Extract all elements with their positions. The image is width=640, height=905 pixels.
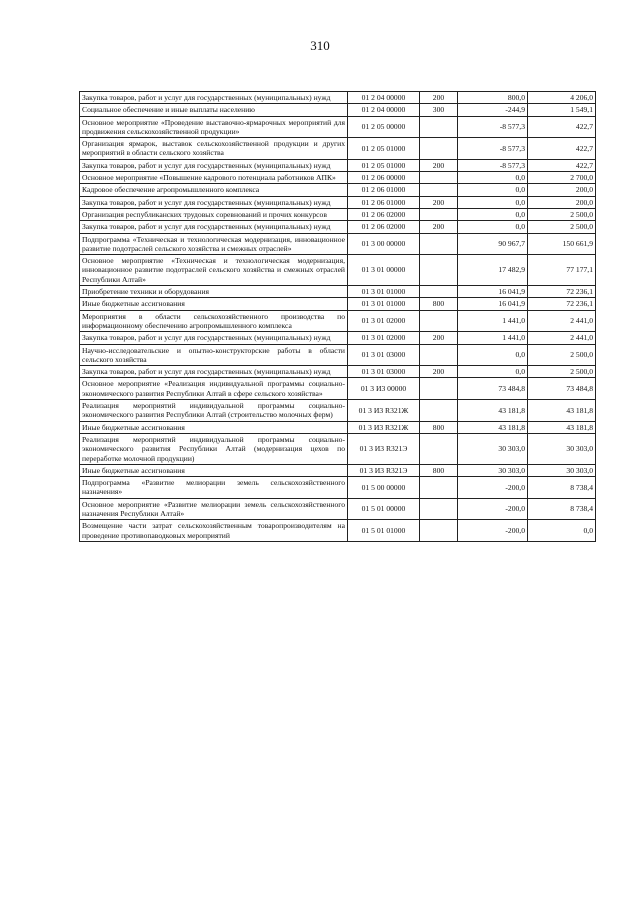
row-name-cell: Закупка товаров, работ и услуг для государственных (муниципальных) нужд bbox=[80, 221, 348, 233]
row-total-amount-cell: 2 500,0 bbox=[528, 344, 596, 366]
table-row bbox=[80, 233, 596, 255]
row-expense-type-cell: 200 bbox=[420, 332, 458, 344]
table-row bbox=[80, 184, 596, 196]
row-code-cell: 01 3 00 00000 bbox=[348, 233, 420, 255]
row-code-cell: 01 5 00 00000 bbox=[348, 477, 420, 499]
row-name-cell: Закупка товаров, работ и услуг для государственных (муниципальных) нужд bbox=[80, 196, 348, 208]
row-expense-type-cell bbox=[420, 138, 458, 160]
row-code-cell: 01 3 И3 R321Э bbox=[348, 433, 420, 464]
row-code-cell: 01 3 И3 R321Э bbox=[348, 464, 420, 476]
table-row bbox=[80, 498, 596, 520]
row-name-cell: Возмещение части затрат сельскохозяйственным товаропроизводителям на проведение противопаводковых мероприятий bbox=[80, 520, 348, 542]
table-row bbox=[80, 298, 596, 310]
row-expense-type-cell bbox=[420, 233, 458, 255]
row-change-amount-cell: 0,0 bbox=[458, 184, 528, 196]
row-code-cell: 01 2 05 00000 bbox=[348, 116, 420, 138]
row-expense-type-cell: 800 bbox=[420, 421, 458, 433]
row-change-amount-cell: 1 441,0 bbox=[458, 332, 528, 344]
row-change-amount-cell: 0,0 bbox=[458, 208, 528, 220]
row-code-cell: 01 3 01 00000 bbox=[348, 255, 420, 286]
row-change-amount-cell: 17 482,9 bbox=[458, 255, 528, 286]
row-change-amount-cell: -200,0 bbox=[458, 520, 528, 542]
row-expense-type-cell bbox=[420, 208, 458, 220]
row-change-amount-cell: -200,0 bbox=[458, 498, 528, 520]
row-name-cell: Основное мероприятие «Проведение выставочно-ярмарочных мероприятий для продвижения сельскохозяйственной продукции» bbox=[80, 116, 348, 138]
row-total-amount-cell: 2 441,0 bbox=[528, 332, 596, 344]
row-name-cell: Организация ярмарок, выставок сельскохозяйственной продукции и других мероприятий в области сельского хозяйства bbox=[80, 138, 348, 160]
row-total-amount-cell: 422,7 bbox=[528, 138, 596, 160]
row-expense-type-cell bbox=[420, 498, 458, 520]
row-change-amount-cell: 0,0 bbox=[458, 221, 528, 233]
row-total-amount-cell: 8 738,4 bbox=[528, 477, 596, 499]
table-row bbox=[80, 344, 596, 366]
table-row bbox=[80, 421, 596, 433]
row-change-amount-cell: 16 041,9 bbox=[458, 298, 528, 310]
table-row bbox=[80, 255, 596, 286]
row-name-cell: Научно-исследовательские и опытно-конструкторские работы в области сельского хозяйства bbox=[80, 344, 348, 366]
row-expense-type-cell bbox=[420, 172, 458, 184]
row-code-cell: 01 3 01 03000 bbox=[348, 344, 420, 366]
table-row bbox=[80, 332, 596, 344]
row-expense-type-cell bbox=[420, 477, 458, 499]
table-row bbox=[80, 286, 596, 298]
row-total-amount-cell: 30 303,0 bbox=[528, 464, 596, 476]
row-total-amount-cell: 422,7 bbox=[528, 159, 596, 171]
row-name-cell: Приобретение техники и оборудования bbox=[80, 286, 348, 298]
page-number: 310 bbox=[310, 38, 330, 53]
row-total-amount-cell: 150 661,9 bbox=[528, 233, 596, 255]
row-expense-type-cell: 800 bbox=[420, 298, 458, 310]
row-code-cell: 01 2 06 02000 bbox=[348, 208, 420, 220]
row-expense-type-cell: 800 bbox=[420, 464, 458, 476]
table-row bbox=[80, 116, 596, 138]
row-expense-type-cell bbox=[420, 344, 458, 366]
row-name-cell: Основное мероприятие «Техническая и технологическая модернизация, инновационное развитие подотраслей сельского хозяйства и смежных отраслей Республики Алтай» bbox=[80, 255, 348, 286]
table-row bbox=[80, 433, 596, 464]
row-code-cell: 01 2 06 01000 bbox=[348, 196, 420, 208]
row-code-cell: 01 2 06 00000 bbox=[348, 172, 420, 184]
table-row bbox=[80, 464, 596, 476]
table-row bbox=[80, 138, 596, 160]
row-name-cell: Закупка товаров, работ и услуг для государственных (муниципальных) нужд bbox=[80, 159, 348, 171]
row-change-amount-cell: 43 181,8 bbox=[458, 421, 528, 433]
row-name-cell: Основное мероприятие «Развитие мелиорации земель сельскохозяйственного назначения Республики Алтай» bbox=[80, 498, 348, 520]
table-row bbox=[80, 159, 596, 171]
row-code-cell: 01 2 04 00000 bbox=[348, 92, 420, 104]
budget-table-body bbox=[80, 92, 596, 542]
row-expense-type-cell: 300 bbox=[420, 104, 458, 116]
row-total-amount-cell: 0,0 bbox=[528, 520, 596, 542]
row-change-amount-cell: -200,0 bbox=[458, 477, 528, 499]
row-change-amount-cell: 800,0 bbox=[458, 92, 528, 104]
row-name-cell: Иные бюджетные ассигнования bbox=[80, 298, 348, 310]
row-total-amount-cell: 43 181,8 bbox=[528, 421, 596, 433]
row-change-amount-cell: 0,0 bbox=[458, 366, 528, 378]
row-total-amount-cell: 72 236,1 bbox=[528, 286, 596, 298]
table-row bbox=[80, 366, 596, 378]
row-total-amount-cell: 72 236,1 bbox=[528, 298, 596, 310]
row-code-cell: 01 3 И3 00000 bbox=[348, 378, 420, 400]
row-change-amount-cell: 0,0 bbox=[458, 196, 528, 208]
row-total-amount-cell: 73 484,8 bbox=[528, 378, 596, 400]
row-total-amount-cell: 2 441,0 bbox=[528, 310, 596, 332]
row-total-amount-cell: 2 500,0 bbox=[528, 208, 596, 220]
row-change-amount-cell: 0,0 bbox=[458, 172, 528, 184]
row-name-cell: Мероприятия в области сельскохозяйственного производства по информационному обеспечению агропромышленного комплекса bbox=[80, 310, 348, 332]
row-name-cell: Реализация мероприятий индивидуальной программы социально-экономического развития Республики Алтай (строительство молочных ферм) bbox=[80, 400, 348, 422]
row-total-amount-cell: 200,0 bbox=[528, 196, 596, 208]
row-code-cell: 01 2 04 00000 bbox=[348, 104, 420, 116]
row-code-cell: 01 3 И3 R321Ж bbox=[348, 400, 420, 422]
row-name-cell: Закупка товаров, работ и услуг для государственных (муниципальных) нужд bbox=[80, 332, 348, 344]
row-name-cell: Подпрограмма «Техническая и технологическая модернизация, инновационное развитие подотраслей сельского хозяйства и смежных отраслей» bbox=[80, 233, 348, 255]
table-row bbox=[80, 520, 596, 542]
row-code-cell: 01 3 01 01000 bbox=[348, 286, 420, 298]
row-expense-type-cell bbox=[420, 310, 458, 332]
table-row bbox=[80, 310, 596, 332]
row-change-amount-cell: 43 181,8 bbox=[458, 400, 528, 422]
row-change-amount-cell: 73 484,8 bbox=[458, 378, 528, 400]
row-code-cell: 01 5 01 00000 bbox=[348, 498, 420, 520]
row-total-amount-cell: 1 549,1 bbox=[528, 104, 596, 116]
row-name-cell: Основное мероприятие «Повышение кадрового потенциала работников АПК» bbox=[80, 172, 348, 184]
row-expense-type-cell bbox=[420, 116, 458, 138]
row-expense-type-cell: 200 bbox=[420, 92, 458, 104]
row-total-amount-cell: 77 177,1 bbox=[528, 255, 596, 286]
row-total-amount-cell: 422,7 bbox=[528, 116, 596, 138]
table-row bbox=[80, 196, 596, 208]
row-expense-type-cell bbox=[420, 520, 458, 542]
row-total-amount-cell: 2 700,0 bbox=[528, 172, 596, 184]
row-expense-type-cell bbox=[420, 433, 458, 464]
row-name-cell: Основное мероприятие «Реализация индивидуальной программы социально-экономического развития Республики Алтай в сфере сельского хозяйства» bbox=[80, 378, 348, 400]
row-change-amount-cell: 1 441,0 bbox=[458, 310, 528, 332]
row-name-cell: Иные бюджетные ассигнования bbox=[80, 421, 348, 433]
row-change-amount-cell: 30 303,0 bbox=[458, 464, 528, 476]
row-expense-type-cell: 200 bbox=[420, 366, 458, 378]
row-expense-type-cell bbox=[420, 286, 458, 298]
row-change-amount-cell: -244,9 bbox=[458, 104, 528, 116]
row-name-cell: Реализация мероприятий индивидуальной программы социально-экономического развития Республики Алтай (модернизация цехов по переработке молочной продукции) bbox=[80, 433, 348, 464]
row-name-cell: Подпрограмма «Развитие мелиорации земель сельскохозяйственного назначения» bbox=[80, 477, 348, 499]
table-row bbox=[80, 92, 596, 104]
row-code-cell: 01 2 06 02000 bbox=[348, 221, 420, 233]
row-code-cell: 01 3 И3 R321Ж bbox=[348, 421, 420, 433]
row-change-amount-cell: 0,0 bbox=[458, 344, 528, 366]
row-total-amount-cell: 43 181,8 bbox=[528, 400, 596, 422]
row-code-cell: 01 3 01 01000 bbox=[348, 298, 420, 310]
row-change-amount-cell: -8 577,3 bbox=[458, 159, 528, 171]
table-row bbox=[80, 104, 596, 116]
row-expense-type-cell bbox=[420, 184, 458, 196]
row-name-cell: Закупка товаров, работ и услуг для государственных (муниципальных) нужд bbox=[80, 92, 348, 104]
row-expense-type-cell: 200 bbox=[420, 221, 458, 233]
row-expense-type-cell bbox=[420, 255, 458, 286]
row-total-amount-cell: 2 500,0 bbox=[528, 366, 596, 378]
row-total-amount-cell: 4 206,0 bbox=[528, 92, 596, 104]
row-change-amount-cell: -8 577,3 bbox=[458, 138, 528, 160]
row-name-cell: Закупка товаров, работ и услуг для государственных (муниципальных) нужд bbox=[80, 366, 348, 378]
row-change-amount-cell: 16 041,9 bbox=[458, 286, 528, 298]
row-expense-type-cell: 200 bbox=[420, 159, 458, 171]
row-code-cell: 01 3 01 03000 bbox=[348, 366, 420, 378]
row-name-cell: Иные бюджетные ассигнования bbox=[80, 464, 348, 476]
row-change-amount-cell: -8 577,3 bbox=[458, 116, 528, 138]
row-code-cell: 01 5 01 01000 bbox=[348, 520, 420, 542]
table-row bbox=[80, 400, 596, 422]
row-code-cell: 01 3 01 02000 bbox=[348, 310, 420, 332]
row-name-cell: Организация республиканских трудовых соревнований и прочих конкурсов bbox=[80, 208, 348, 220]
row-name-cell: Кадровое обеспечение агропромышленного комплекса bbox=[80, 184, 348, 196]
row-code-cell: 01 2 06 01000 bbox=[348, 184, 420, 196]
row-total-amount-cell: 2 500,0 bbox=[528, 221, 596, 233]
row-code-cell: 01 3 01 02000 bbox=[348, 332, 420, 344]
row-expense-type-cell: 200 bbox=[420, 196, 458, 208]
table-row bbox=[80, 208, 596, 220]
table-row bbox=[80, 477, 596, 499]
row-change-amount-cell: 90 967,7 bbox=[458, 233, 528, 255]
row-code-cell: 01 2 05 01000 bbox=[348, 138, 420, 160]
row-name-cell: Социальное обеспечение и иные выплаты населению bbox=[80, 104, 348, 116]
table-row bbox=[80, 172, 596, 184]
row-total-amount-cell: 200,0 bbox=[528, 184, 596, 196]
table-row bbox=[80, 221, 596, 233]
row-total-amount-cell: 30 303,0 bbox=[528, 433, 596, 464]
row-expense-type-cell bbox=[420, 378, 458, 400]
row-expense-type-cell bbox=[420, 400, 458, 422]
budget-table bbox=[79, 91, 596, 542]
row-code-cell: 01 2 05 01000 bbox=[348, 159, 420, 171]
row-total-amount-cell: 8 738,4 bbox=[528, 498, 596, 520]
table-row bbox=[80, 378, 596, 400]
row-change-amount-cell: 30 303,0 bbox=[458, 433, 528, 464]
